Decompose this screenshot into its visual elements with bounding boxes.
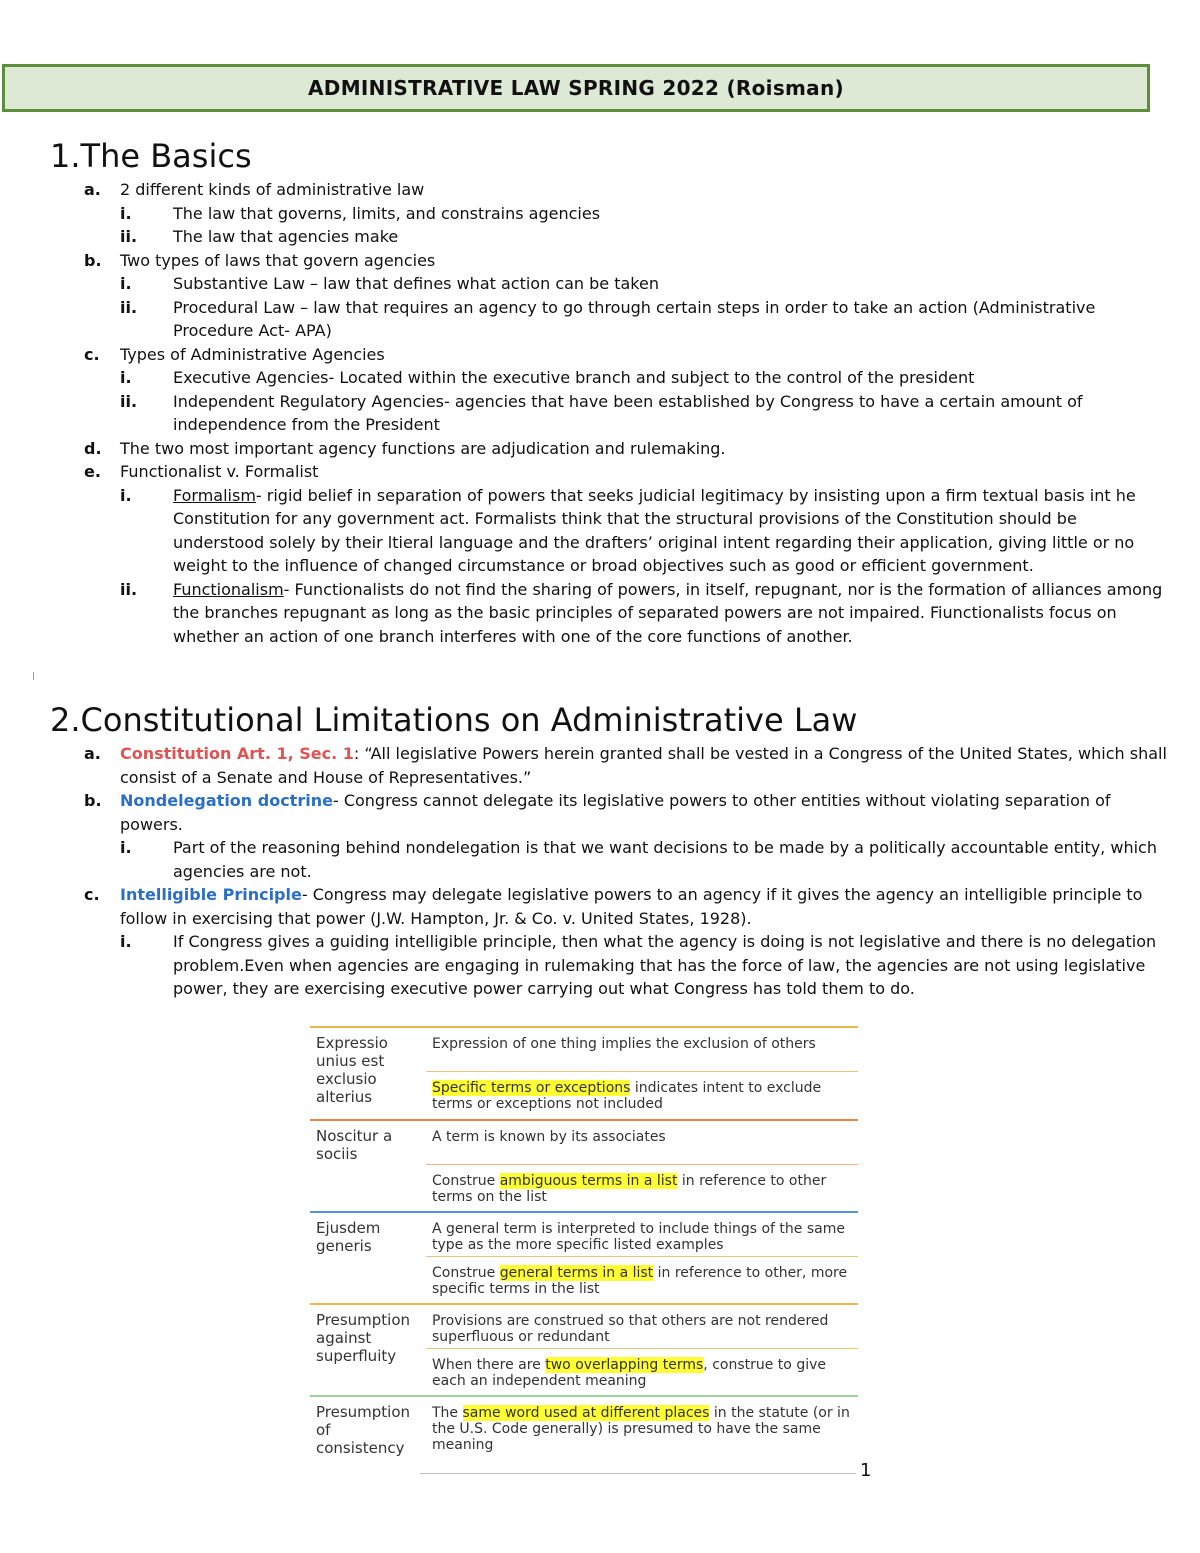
canon-definition [426, 1397, 858, 1455]
page-number: 1 [860, 1460, 872, 1481]
definition-text: , construe to give each an independent meaning [432, 1357, 826, 1389]
basics-list [50, 178, 1170, 648]
term-intelligible-principle: Intelligible Principle [120, 885, 302, 904]
list-marker: c. [84, 344, 100, 364]
list-marker: i. [120, 274, 132, 293]
list-marker: ii. [120, 579, 138, 599]
list-marker: a. [84, 180, 101, 199]
canon-definition [426, 1165, 858, 1207]
section-the-basics [50, 138, 1170, 648]
term-constitution: Constitution Art. 1, Sec. 1 [120, 744, 354, 763]
list-text: - Congress may delegate legislative powers to an agency if it gives the agency an intelligible principle to follow in exercising that power (J.W. Hampton, Jr. & Co. v. United States, 1928). [120, 885, 1143, 928]
definition-text: Construe [432, 1265, 500, 1281]
list-item [50, 296, 1170, 343]
section-heading: 1.The Basics [50, 137, 252, 175]
canon-consistency [310, 1395, 858, 1467]
canon-definition: Provisions are construed so that others are not rendered superfluous or redundant [426, 1305, 858, 1349]
highlighted-text: same word used at different places [462, 1405, 710, 1421]
list-marker: ii. [120, 297, 138, 317]
list-text: Executive Agencies- Located within the executive branch and subject to the control of the president [173, 368, 975, 387]
definition-text: in the statute (or in the U.S. Code generally) is presumed to have the same meaning [432, 1405, 850, 1453]
canon-superfluity [310, 1303, 858, 1395]
list-text: Part of the reasoning behind nondelegation is that we want decisions to be made by a politically accountable entity, which agencies are not. [173, 838, 1157, 881]
list-item [50, 836, 1170, 883]
list-item [50, 883, 1170, 930]
definition-text: in reference to other, more specific terms in the list [432, 1265, 848, 1297]
list-marker: a. [84, 744, 101, 763]
canon-definition: A general term is interpreted to include things of the same type as the more specific listed examples [426, 1213, 858, 1257]
list-marker: ii. [120, 391, 138, 411]
list-marker: i. [120, 485, 132, 505]
list-text: - Functionalists do not find the sharing of powers, in itself, repugnant, nor is the formation of alliances among the branches repugnant as long as the basic principles of separated powers are not impaired. Fiunctionalists focus on whether an action of one branch interferes with one of the core functions of another. [173, 579, 1163, 646]
list-text: The two most important agency functions are adjudication and rulemaking. [120, 438, 726, 458]
list-item [50, 789, 1170, 836]
list-item [50, 742, 1170, 789]
limitations-list [50, 742, 1170, 1001]
list-text: Substantive Law – law that defines what action can be taken [173, 274, 659, 293]
list-item [50, 930, 1170, 1001]
canon-definition [426, 1349, 858, 1391]
list-text: : “All legislative Powers herein granted shall be vested in a Congress of the United States, which shall consist of a Senate and House of Representatives.” [120, 744, 1167, 787]
canon-name: Presumption against superfluity [316, 1311, 411, 1365]
canons-table [310, 1026, 858, 1467]
section-constitutional-limitations [50, 702, 1170, 1001]
term-functionalism: Functionalism [173, 579, 284, 599]
list-marker: e. [84, 462, 101, 481]
list-marker: d. [84, 438, 102, 458]
definition-text: indicates intent to exclude terms or exceptions not included [432, 1080, 822, 1112]
footer-rule [420, 1473, 856, 1474]
canon-expressio [310, 1026, 858, 1119]
highlighted-text: general terms in a list [499, 1265, 654, 1281]
highlighted-text: Specific terms or exceptions [432, 1080, 631, 1096]
term-nondelegation: Nondelegation doctrine [120, 791, 333, 810]
list-text: - Congress cannot delegate its legislative powers to other entities without violating separation of powers. [120, 791, 1111, 834]
list-marker: b. [84, 791, 102, 810]
canon-name: Expressio unius est exclusio alterius [316, 1034, 388, 1106]
list-item [50, 460, 1170, 484]
list-item [50, 390, 1170, 437]
list-item [50, 178, 1170, 202]
list-item [50, 202, 1170, 226]
canon-noscitur [310, 1119, 858, 1211]
list-text: The law that agencies make [173, 227, 399, 246]
highlighted-text: ambiguous terms in a list [499, 1173, 678, 1189]
term-formalism: Formalism [173, 485, 256, 505]
list-marker: i. [120, 368, 132, 387]
list-text: - rigid belief in separation of powers that seeks judicial legitimacy by insisting upon a firm textual basis int he Constitution for any government act. Formalists think that the structural provisions of the Constitution should be understood solely by their ltieral language and the drafters’ original intent regarding their application, giving little or no weight to the influence of changed circumstance or broad objectives such as good or efficient government. [173, 485, 1136, 575]
canon-ejusdem [310, 1211, 858, 1303]
canon-definition: Expression of one thing implies the exclusion of others [426, 1028, 858, 1072]
list-text: 2 different kinds of administrative law [120, 180, 425, 199]
canon-name: Presumption of consistency [316, 1403, 411, 1457]
definition-text: Construe [432, 1173, 500, 1189]
definition-text: The [432, 1405, 463, 1421]
list-text: Procedural Law – law that requires an agency to go through certain steps in order to take an action (Administrative Procedure Act- APA) [173, 297, 1096, 340]
list-item [50, 366, 1170, 390]
list-item [50, 343, 1170, 367]
list-item [50, 249, 1170, 273]
list-text: Types of Administrative Agencies [120, 344, 385, 364]
canon-definition: A term is known by its associates [426, 1121, 858, 1165]
canon-name: Noscitur a sociis [316, 1127, 393, 1163]
list-text: If Congress gives a guiding intelligible principle, then what the agency is doing is not legislative and there is no delegation problem.Even when agencies are engaging in rulemaking that has the force of law, the agencies are not using legislative power, they are exercising executive power carrying out what Congress has told them to do. [173, 932, 1157, 998]
list-marker: i. [120, 838, 132, 857]
definition-text: in reference to other terms on the list [432, 1173, 827, 1205]
list-text: Independent Regulatory Agencies- agencies that have been established by Congress to have a certain amount of independence from the President [173, 391, 1083, 434]
definition-text: When there are [432, 1357, 546, 1373]
list-text: The law that governs, limits, and constrains agencies [173, 203, 601, 223]
list-text: Two types of laws that govern agencies [120, 250, 436, 270]
list-marker: c. [84, 885, 100, 904]
list-item [50, 578, 1170, 649]
document-title: ADMINISTRATIVE LAW SPRING 2022 (Roisman) [2, 64, 1150, 112]
canon-definition [426, 1257, 858, 1299]
highlighted-text: two overlapping terms [545, 1357, 704, 1373]
list-marker: b. [84, 250, 102, 270]
list-item [50, 225, 1170, 249]
list-item [50, 484, 1170, 578]
list-marker: i. [120, 203, 132, 223]
list-item [50, 272, 1170, 296]
list-marker: ii. [120, 227, 138, 246]
list-marker: i. [120, 932, 132, 951]
canon-name: Ejusdem generis [316, 1219, 381, 1255]
margin-mark [33, 672, 34, 680]
list-item [50, 437, 1170, 461]
list-text: Functionalist v. Formalist [120, 462, 319, 481]
canon-definition [426, 1072, 858, 1114]
section-heading: 2.Constitutional Limitations on Administrative Law [50, 701, 858, 739]
